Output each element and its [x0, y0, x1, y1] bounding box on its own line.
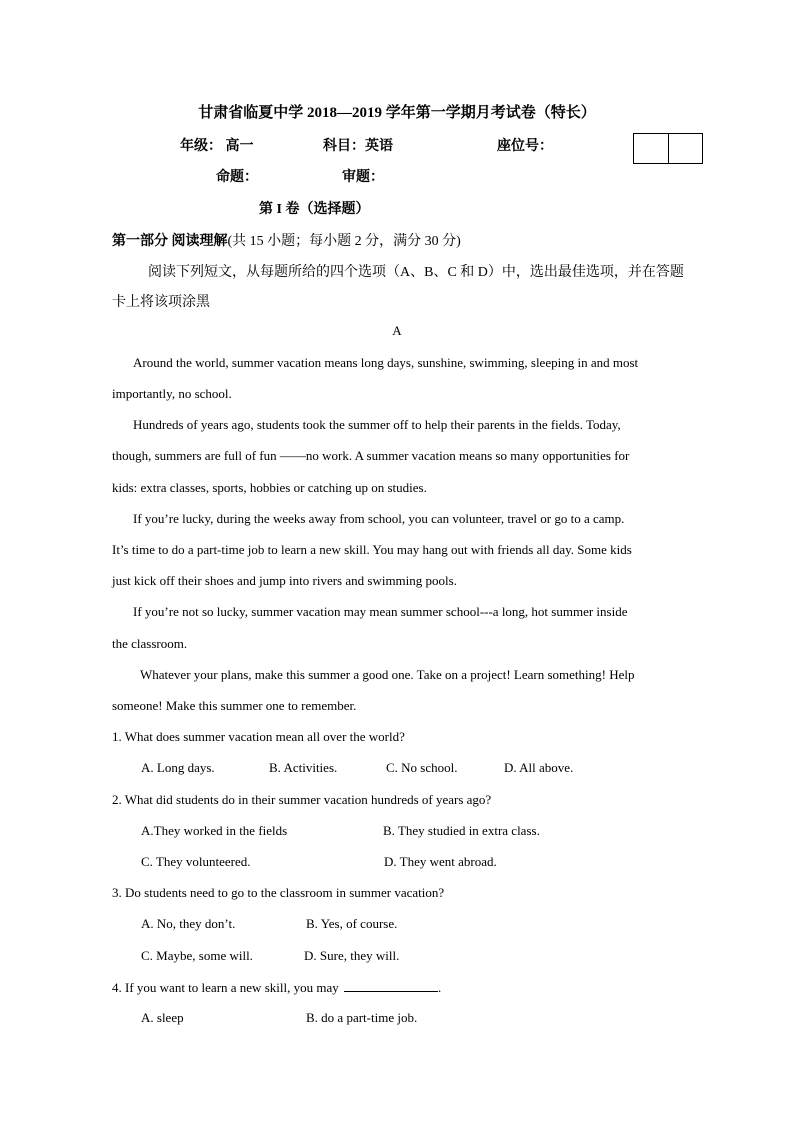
option-a[interactable]: A. No, they don’t. [141, 916, 236, 931]
section-heading [112, 230, 461, 250]
passage-line: It’s time to do a part-time job to learn a new skill. You may hang out with friends all day. Some kids [112, 542, 632, 557]
volume-title: 第 I 卷（选择题） [259, 202, 370, 217]
passage-line: the classroom. [112, 636, 188, 651]
option-d[interactable]: D. Sure, they will. [304, 948, 400, 963]
instruction-line-2: 卡上将该项涂黑 [112, 295, 210, 310]
seat-number-box[interactable] [633, 133, 703, 164]
seat-label: 座位号： [497, 139, 553, 154]
section-note: (共 15 小题；每小题 2 分，满分 30 分) [227, 234, 461, 249]
option-b[interactable]: B. Activities. [269, 760, 338, 775]
passage-line: If you’re lucky, during the weeks away from school, you can volunteer, travel or go to a camp. [133, 511, 625, 526]
setter-label: 命题： [216, 170, 258, 185]
question-stem: 1. What does summer vacation mean all over the world? [112, 729, 405, 744]
passage-line: kids: extra classes, sports, hobbies or catching up on studies. [112, 480, 427, 495]
exam-title: 甘肃省临夏中学 2018—2019 学年第一学期月考试卷（特长） [198, 105, 596, 121]
option-a[interactable]: A.They worked in the fields [141, 823, 288, 838]
option-b[interactable]: B. They studied in extra class. [383, 823, 540, 838]
question-stem-end: . [437, 980, 442, 995]
question-stem: 4. If you want to learn a new skill, you may [112, 980, 339, 995]
option-d[interactable]: D. All above. [504, 760, 574, 775]
passage-line: Whatever your plans, make this summer a good one. Take on a project! Learn something! Help [140, 667, 635, 682]
seat-box-divider [668, 134, 669, 163]
passage-line: importantly, no school. [112, 386, 232, 401]
option-c[interactable]: C. They volunteered. [141, 854, 251, 869]
section-title: 第一部分 阅读理解 [112, 234, 228, 249]
reviewer-label: 审题： [342, 170, 384, 185]
option-a[interactable]: A. sleep [141, 1010, 184, 1025]
subject-label: 科目：英语 [323, 139, 393, 154]
passage-label: A [392, 323, 402, 338]
option-a[interactable]: A. Long days. [141, 760, 215, 775]
passage-line: someone! Make this summer one to remember. [112, 698, 357, 713]
answer-blank[interactable] [344, 979, 438, 992]
instruction-line-1: 阅读下列短文，从每题所给的四个选项（A、B、C 和 D）中，选出最佳选项，并在答题 [148, 265, 684, 280]
grade-label: 年级： 高一 [180, 139, 254, 154]
option-b[interactable]: B. do a part-time job. [306, 1010, 418, 1025]
passage-line: Hundreds of years ago, students took the summer off to help their parents in the fields. Today, [133, 417, 621, 432]
passage-line: just kick off their shoes and jump into rivers and swimming pools. [112, 573, 457, 588]
question-stem-line [112, 979, 441, 996]
passage-line: Around the world, summer vacation means long days, sunshine, swimming, sleeping in and most [133, 355, 639, 370]
question-stem: 3. Do students need to go to the classroom in summer vacation? [112, 885, 445, 900]
passage-line: though, summers are full of fun ——no work. A summer vacation means so many opportunities for [112, 448, 630, 463]
question-stem: 2. What did students do in their summer vacation hundreds of years ago? [112, 792, 492, 807]
passage-line: If you’re not so lucky, summer vacation may mean summer school---a long, hot summer inside [133, 604, 628, 619]
option-c[interactable]: C. Maybe, some will. [141, 948, 253, 963]
option-b[interactable]: B. Yes, of course. [306, 916, 398, 931]
option-d[interactable]: D. They went abroad. [384, 854, 497, 869]
option-c[interactable]: C. No school. [386, 760, 458, 775]
